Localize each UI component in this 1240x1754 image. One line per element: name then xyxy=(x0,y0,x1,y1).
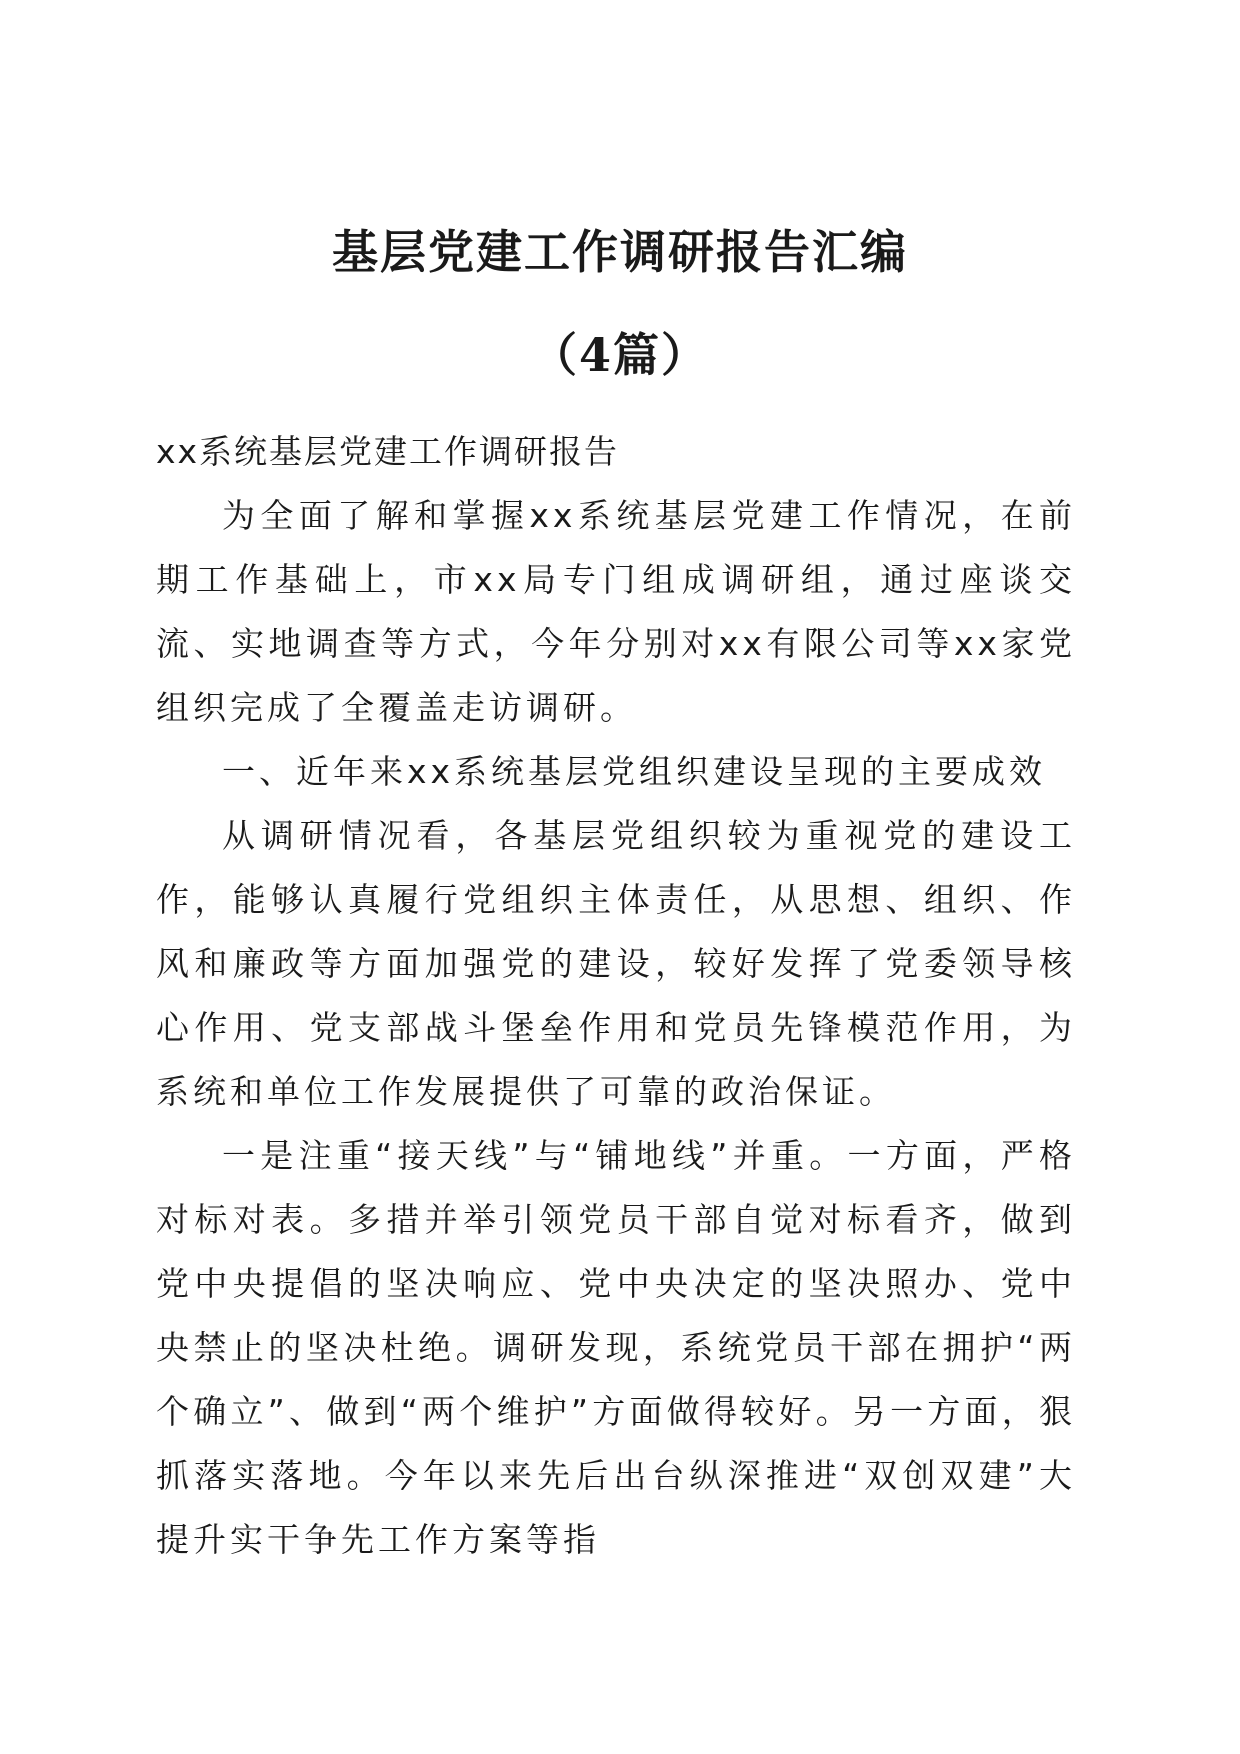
section-heading: 一、近年来xx系统基层党组织建设呈现的主要成效 xyxy=(222,752,1047,791)
document-body xyxy=(156,420,1076,1572)
document-title: 基层党建工作调研报告汇编 xyxy=(332,225,908,279)
paragraph-point-one: 一是注重“接天线”与“铺地线”并重。一方面，严格对标对表。多措并举引领党员干部自觉对标看齐，做到党中央提倡的坚决响应、党中央决定的坚决照办、党中央禁止的坚决杜绝。调研发现，系统党员干部在拥护“两个确立”、做到“两个维护”方面做得较好。另一方面，狠抓落实落地。今年以来先后出台纵深推进“双创双建”大提升实干争先工作方案等指 xyxy=(156,1136,1076,1559)
paragraph-intro: 为全面了解和掌握xx系统基层党建工作情况，在前期工作基础上，市xx局专门组成调研组，通过座谈交流、实地调查等方式，今年分别对xx有限公司等xx家党组织完成了全覆盖走访调研。 xyxy=(156,496,1076,727)
paragraph-overview: 从调研情况看，各基层党组织较为重视党的建设工作，能够认真履行党组织主体责任，从思想、组织、作风和廉政等方面加强党的建设，较好发挥了党委领导核心作用、党支部战斗堡垒作用和党员先锋模范作用，为系统和单位工作发展提供了可靠的政治保证。 xyxy=(156,816,1076,1111)
document-subtitle: （4篇） xyxy=(530,328,709,382)
article-title: xx系统基层党建工作调研报告 xyxy=(156,432,620,471)
